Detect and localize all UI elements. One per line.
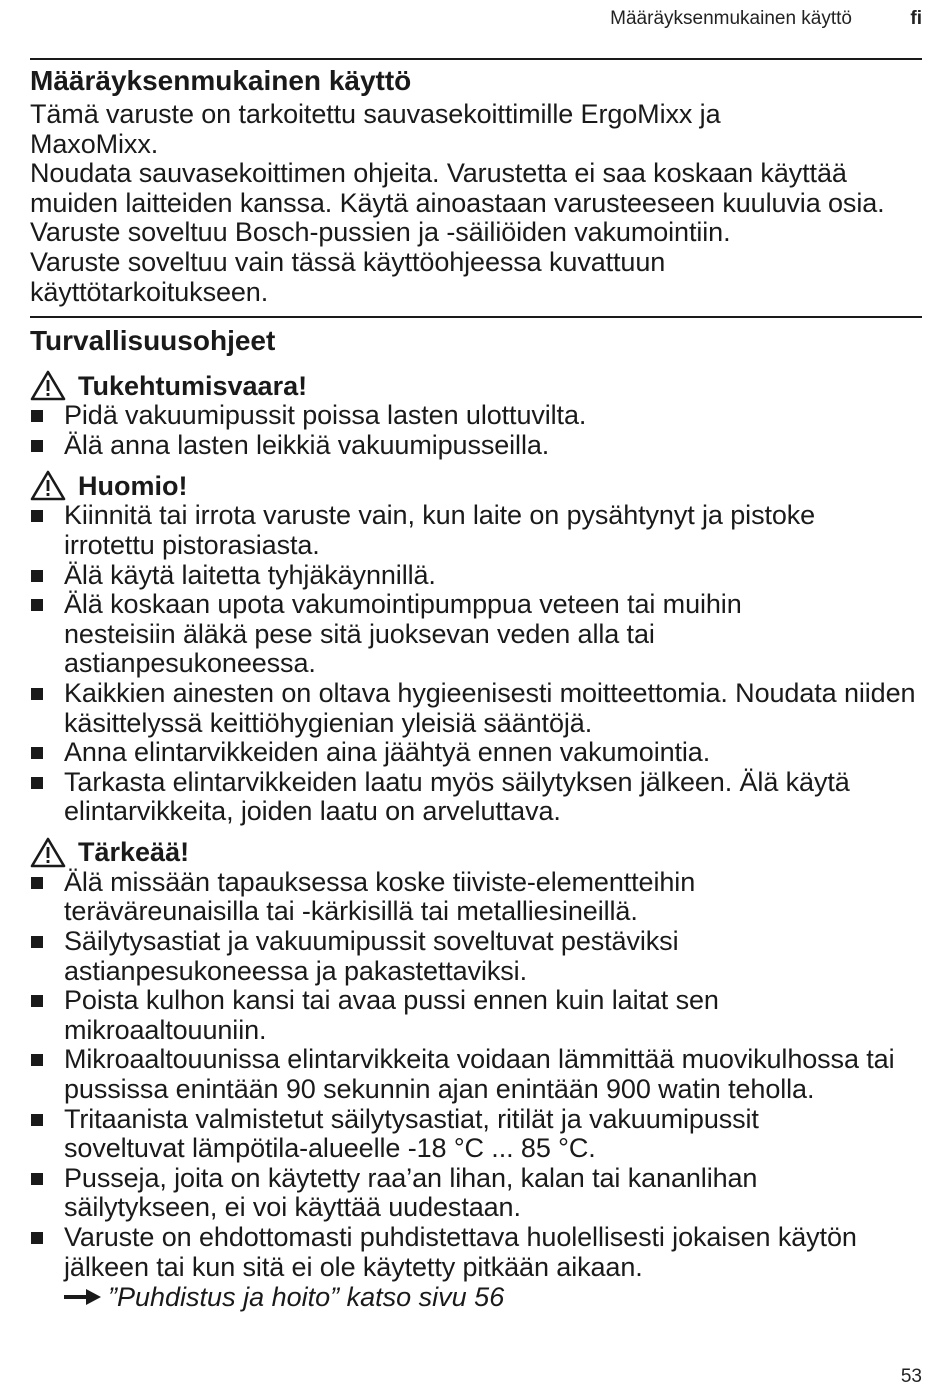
bullet-square-icon [31,440,43,452]
warning-triangle-icon [30,470,66,501]
list-item: Kiinnitä tai irrota varuste vain, kun laite on pysähtynyt ja pistoke irrotettu pistorasiasta. [30,501,899,560]
bullet-list [30,401,922,460]
warning-triangle-icon [30,837,66,868]
bullet-square-icon [31,995,43,1007]
bullet-square-icon [31,1114,43,1126]
bullet-square-icon [31,688,43,700]
running-head-language: fi [910,8,922,29]
warning-heading [30,837,922,868]
running-head-title: Määräyksenmukainen käyttö [610,8,852,29]
arrow-right-icon [64,1288,102,1306]
list-item: Älä käytä laitetta tyhjäkäynnillä. [30,561,922,591]
list-item: Säilytysastiat ja vakuumipussit soveltuvat pestäviksi astianpesukoneessa ja pakastettaviksi. [30,927,804,986]
bullet-list [30,501,922,827]
page-number: 53 [900,1366,922,1387]
list-item: Älä koskaan upota vakumointipumppua veteen tai muihin nesteisiin äläkä pese sitä juoksevan veden alla tai astianpesukoneessa. [30,590,854,679]
section-safety [30,324,922,1312]
warning-heading [30,370,922,401]
list-item: Tritaanista valmistetut säilytysastiat, ritilät ja vakuumipussit soveltuvat lämpötila-alueelle -18 °C ... 85 °C. [30,1105,884,1164]
document-page [30,0,922,1312]
cross-reference-text[interactable]: ”Puhdistus ja hoito” katso sivu 56 [108,1282,505,1313]
bullet-square-icon [31,877,43,889]
section-intended-use [30,64,922,307]
section-heading: Turvallisuusohjeet [30,325,276,357]
paragraph: Varuste soveltuu vain tässä käyttöohjeessa kuvattuun käyttötarkoitukseen. [30,246,666,307]
warning-title: Tukehtumisvaara! [78,370,308,401]
section-rule [30,58,922,60]
list-item: Tarkasta elintarvikkeiden laatu myös säilytyksen jälkeen. Älä käytä elintarvikkeita, joiden laatu on arveluttava. [30,768,894,827]
warning-heading [30,470,922,501]
bullet-list [30,868,922,1282]
list-item: Älä anna lasten leikkiä vakuumipusseilla. [30,431,922,461]
bullet-square-icon [31,777,43,789]
list-item: Mikroaaltouunissa elintarvikkeita voidaan lämmittää muovikulhossa tai pussissa enintään 90 sekunnin ajan enintään 900 watin teholla. [30,1045,944,1104]
bullet-square-icon [31,747,43,759]
warning-title: Tärkeää! [78,837,190,868]
running-head [30,0,922,38]
list-item: Poista kulhon kansi tai avaa pussi ennen kuin laitat sen mikroaaltouuniin. [30,986,844,1045]
list-item: Pidä vakuumipussit poissa lasten ulottuvilta. [30,401,922,431]
cross-reference[interactable] [30,1282,922,1312]
bullet-square-icon [31,570,43,582]
bullet-square-icon [31,1232,43,1244]
list-item: Pusseja, joita on käytetty raa’an lihan, kalan tai kananlihan säilytykseen, ei voi käyttää uudestaan. [30,1164,884,1223]
section-heading: Määräyksenmukainen käyttö [30,65,412,96]
bullet-square-icon [31,599,43,611]
list-item: Älä missään tapauksessa koske tiiviste-elementteihin teräväreunaisilla tai -kärkisillä tai metalliesineillä. [30,868,824,927]
bullet-square-icon [31,936,43,948]
list-item: Varuste on ehdottomasti puhdistettava huolellisesti jokaisen käytön jälkeen tai kun sitä ei ole käytetty pitkään aikaan. [30,1223,894,1282]
section-rule [30,316,922,318]
bullet-square-icon [31,510,43,522]
warning-title: Huomio! [78,470,188,501]
bullet-square-icon [31,410,43,422]
warning-triangle-icon [30,370,66,401]
list-item: Kaikkien ainesten on oltava hygieenisesti moitteettomia. Noudata niiden käsittelyssä keittiöhygienian yleisiä sääntöjä. [30,679,950,738]
paragraph: Noudata sauvasekoittimen ohjeita. Varustetta ei saa koskaan käyttää muiden laitteiden kanssa. Käytä ainoastaan varusteeseen kuuluvia osia. Varuste soveltuu Bosch-pussien ja -säiliöiden vakumointiin. [30,158,885,248]
list-item: Anna elintarvikkeiden aina jäähtyä ennen vakumointia. [30,738,922,768]
bullet-square-icon [31,1054,43,1066]
bullet-square-icon [31,1173,43,1185]
paragraph: Tämä varuste on tarkoitettu sauvasekoittimille ErgoMixx ja MaxoMixx. [30,99,721,159]
